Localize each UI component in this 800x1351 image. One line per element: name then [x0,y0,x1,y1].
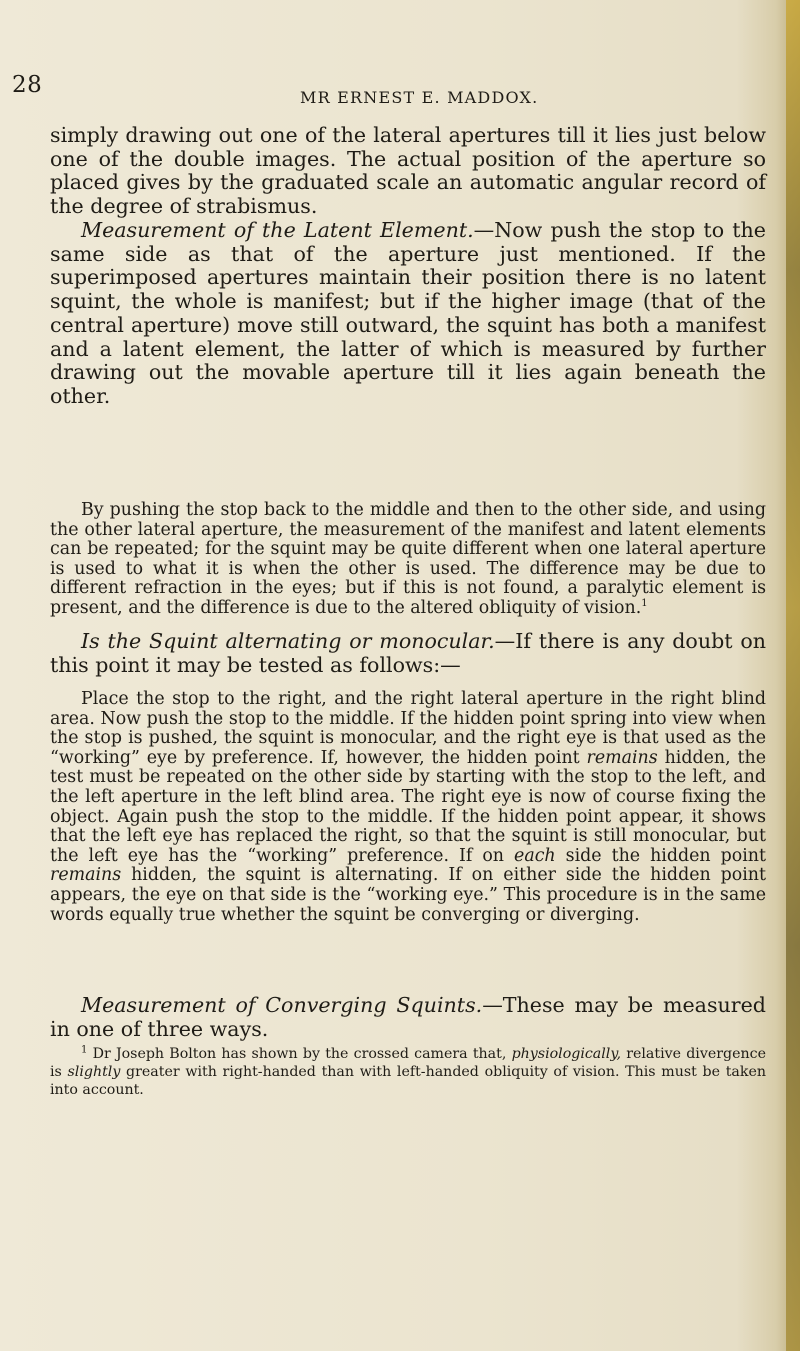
paragraph-continuation: simply drawing out one of the lateral apertures till it lies just below one of the double images. The actual position of the aperture so placed gives by the graduated scale an automatic angular record of the degree of strabismus. [50,123,766,219]
footnote [50,1045,766,1099]
section-heading: Measurement of Converging Squints. [81,993,483,1017]
paragraph-text: hidden, the squint is alternating. If on either side the hidden point appears, the eye on that side is the “working eye.” This procedure is in the same words equally true whether the squint be converging or diverging. [50,865,766,925]
paragraph-text: hidden, the test must be repeated on the other side by starting with the stop to the left, and the left aperture in the left blind area. The right eye is now of course fixing the object. Again push the stop to the middle. If the hidden point appear, it shows that the left eye has replaced the right, so that the squint is still monocular, but the left eye has the “working” preference. If on [50,747,766,866]
paragraph-alternating [50,630,766,677]
page-edge [786,0,800,1351]
section-heading: Measurement of the Latent Element. [81,218,474,242]
paragraph-converging-squints [50,994,766,1041]
paragraph-text: —If there is any doubt on this point it may be tested as follows:— [50,629,766,677]
footnote-reference: 1 [641,598,648,610]
footnote-text: relative divergence is [50,1046,766,1080]
paragraph-text: Place the stop to the right, and the right lateral aperture in the right blind area. Now push the stop to the middle. If the hidden point spring into view when the stop is pushed, the squint is monocular, and the right eye is that used as the “working” eye by preference. If, however, the hidden point [50,689,766,768]
paragraph-text: —These may be measured in one of three ways. [50,993,766,1041]
paragraph-repeat-measurement [50,501,766,619]
section-heading: Is the Squint alternating or monocular. [81,629,495,653]
emphasis: remains [586,747,658,768]
paragraph-text: By pushing the stop back to the middle and then to the other side, and using the other lateral aperture, the measurement of the manifest and latent elements can be repeated; for the squint may be quite different when one lateral aperture is used to what it is when the other is used. The difference may be due to different refraction in the eyes; but if this is not found, a paralytic element is present, and the difference is due to the altered obliquity of vision. [50,500,766,618]
footnote-text: greater with right-handed than with left-handed obliquity of vision. This must be taken into account. [50,1064,766,1098]
paragraph-text: side the hidden point [555,845,766,866]
emphasis: slightly [67,1064,121,1080]
emphasis: each [514,845,556,866]
paragraph-text: —Now push the stop to the same side as that of the aperture just mentioned. If the superimposed apertures maintain their position there is no latent squint, the whole is manifest; but if the higher image (that of the central aperture) move still outward, the squint has both a manifest and a latent element, the latter of which is measured by further drawing out the movable aperture till it lies again beneath the other. [50,218,766,408]
running-head: MR ERNEST E. MADDOX. [300,88,539,107]
paragraph-test-procedure [50,690,766,925]
emphasis: physiologically, [511,1046,621,1062]
paragraph-latent-element [50,219,766,409]
footnote-text: Dr Joseph Bolton has shown by the crossed camera that, [87,1046,512,1062]
page-number: 28 [12,72,43,98]
emphasis: remains [50,865,122,886]
footnote-marker: 1 [81,1044,88,1056]
